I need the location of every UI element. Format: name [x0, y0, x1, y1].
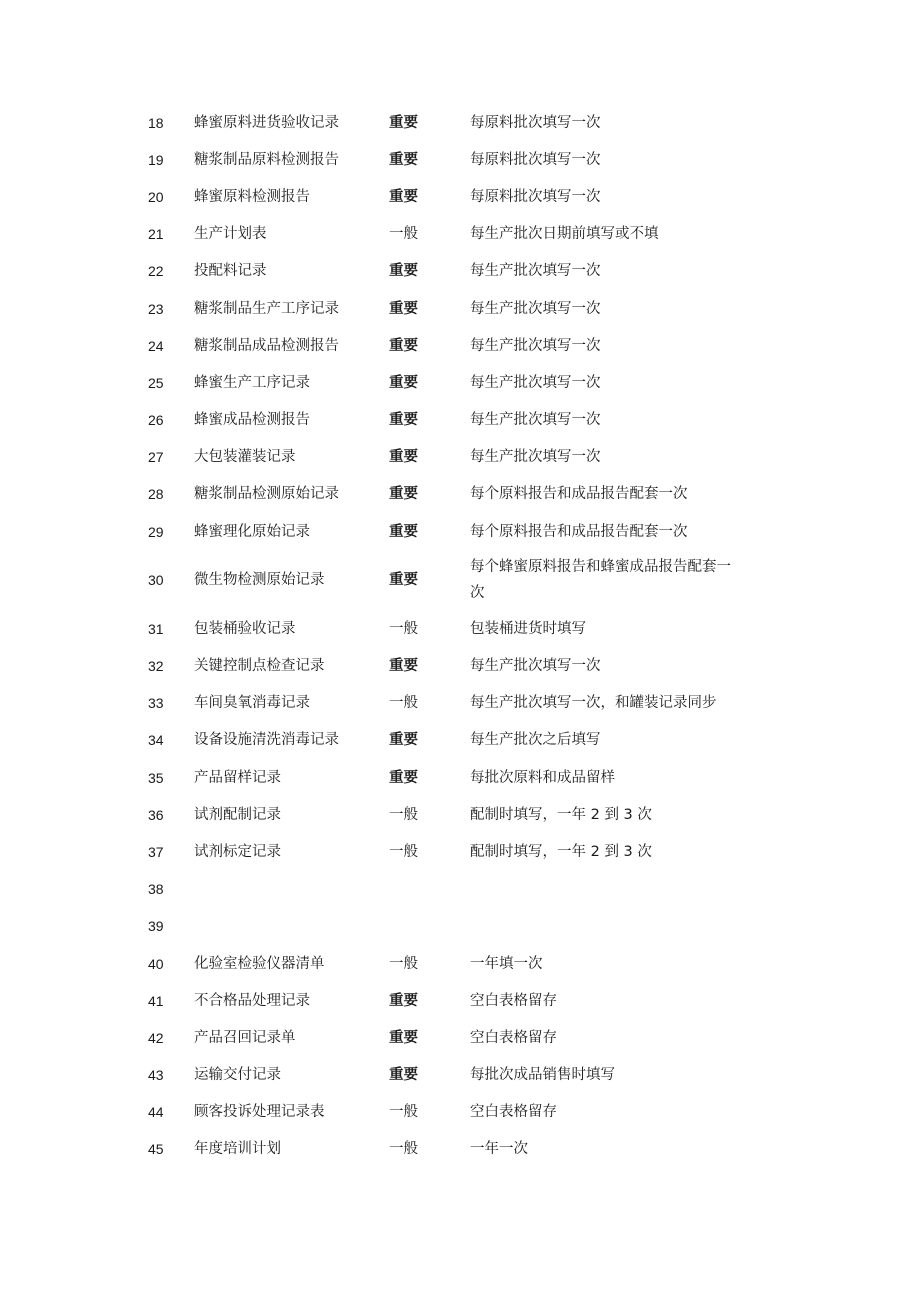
record-name: 大包装灌装记录	[194, 449, 296, 466]
record-name: 糖浆制品检测原始记录	[194, 486, 339, 503]
table-row	[0, 945, 920, 982]
record-name: 产品留样记录	[194, 769, 281, 786]
table-row	[0, 253, 920, 290]
fill-frequency: 每生产批次填写一次	[470, 374, 601, 391]
importance-level	[389, 908, 459, 945]
record-name: 顾客投诉处理记录表	[194, 1104, 325, 1121]
fill-frequency	[470, 908, 738, 945]
importance-level: 一般	[389, 226, 418, 243]
importance-level: 一般	[389, 695, 418, 712]
record-name: 运输交付记录	[194, 1067, 281, 1084]
fill-frequency: 每生产批次填写一次，和罐装记录同步	[470, 695, 717, 712]
importance-level: 一般	[389, 806, 418, 823]
table-row	[0, 402, 920, 439]
fill-frequency: 每批次原料和成品留样	[470, 769, 615, 786]
table-row	[0, 550, 920, 610]
table-row	[0, 685, 920, 722]
importance-level: 一般	[389, 1104, 418, 1121]
fill-frequency: 每个原料报告和成品报告配套一次	[470, 486, 688, 503]
fill-frequency: 每生产批次填写一次	[470, 337, 601, 354]
row-number: 27	[148, 449, 164, 466]
table-row	[0, 327, 920, 364]
importance-level: 一般	[389, 620, 418, 637]
record-name: 糖浆制品成品检测报告	[194, 337, 339, 354]
row-number: 31	[148, 620, 164, 637]
fill-frequency: 每个原料报告和成品报告配套一次	[470, 523, 688, 540]
record-name: 蜂蜜成品检测报告	[194, 412, 310, 429]
record-name: 设备设施清洗消毒记录	[194, 732, 339, 749]
row-number: 44	[148, 1104, 164, 1121]
row-number: 19	[148, 151, 164, 168]
row-number: 20	[148, 188, 164, 205]
fill-frequency: 一年一次	[470, 1141, 528, 1158]
importance-level	[389, 871, 459, 908]
importance-level: 重要	[389, 1067, 418, 1084]
importance-level: 重要	[389, 337, 418, 354]
row-number: 33	[148, 695, 164, 712]
table-row	[0, 439, 920, 476]
fill-frequency: 配制时填写，一年 2 到 3 次	[470, 806, 652, 823]
importance-level: 重要	[389, 374, 418, 391]
table-row	[0, 1094, 920, 1131]
table-row	[0, 1057, 920, 1094]
row-number: 34	[148, 732, 164, 749]
row-number: 21	[148, 226, 164, 243]
record-name: 产品召回记录单	[194, 1029, 296, 1046]
record-name: 蜂蜜原料进货验收记录	[194, 114, 339, 131]
table-row	[0, 104, 920, 141]
row-number: 26	[148, 412, 164, 429]
importance-level: 重要	[389, 151, 418, 168]
record-name: 包装桶验收记录	[194, 620, 296, 637]
table-row	[0, 1131, 920, 1168]
record-name: 糖浆制品生产工序记录	[194, 300, 339, 317]
table-row	[0, 908, 920, 945]
record-name: 化验室检验仪器清单	[194, 955, 325, 972]
row-number: 23	[148, 300, 164, 317]
table-row	[0, 647, 920, 684]
row-number: 40	[148, 955, 164, 972]
importance-level: 重要	[389, 486, 418, 503]
record-name: 蜂蜜生产工序记录	[194, 374, 310, 391]
importance-level: 重要	[389, 188, 418, 205]
record-name: 关键控制点检查记录	[194, 658, 325, 675]
row-number: 22	[148, 263, 164, 280]
table-row	[0, 722, 920, 759]
record-name: 生产计划表	[194, 226, 267, 243]
record-name: 不合格品处理记录	[194, 992, 310, 1009]
fill-frequency: 每个蜂蜜原料报告和蜂蜜成品报告配套一次	[470, 559, 731, 602]
table-row	[0, 610, 920, 647]
fill-frequency: 配制时填写，一年 2 到 3 次	[470, 843, 652, 860]
record-name	[194, 871, 384, 908]
row-number: 37	[148, 843, 164, 860]
importance-level: 重要	[389, 412, 418, 429]
record-name: 蜂蜜理化原始记录	[194, 523, 310, 540]
importance-level: 重要	[389, 300, 418, 317]
row-number: 30	[148, 572, 164, 589]
row-number: 39	[148, 918, 164, 935]
importance-level: 重要	[389, 1029, 418, 1046]
row-number: 29	[148, 523, 164, 540]
importance-level: 重要	[389, 992, 418, 1009]
record-name: 糖浆制品原料检测报告	[194, 151, 339, 168]
importance-level: 一般	[389, 1141, 418, 1158]
row-number: 24	[148, 337, 164, 354]
importance-level: 重要	[389, 732, 418, 749]
row-number: 42	[148, 1029, 164, 1046]
fill-frequency: 每生产批次填写一次	[470, 449, 601, 466]
row-number: 32	[148, 658, 164, 675]
row-number: 43	[148, 1067, 164, 1084]
table-row	[0, 796, 920, 833]
fill-frequency: 一年填一次	[470, 955, 543, 972]
table-row	[0, 364, 920, 401]
fill-frequency: 空白表格留存	[470, 1029, 557, 1046]
fill-frequency: 每批次成品销售时填写	[470, 1067, 615, 1084]
table-row	[0, 216, 920, 253]
row-number: 36	[148, 806, 164, 823]
importance-level: 重要	[389, 658, 418, 675]
record-name: 试剂标定记录	[194, 843, 281, 860]
fill-frequency: 每原料批次填写一次	[470, 114, 601, 131]
fill-frequency: 每原料批次填写一次	[470, 151, 601, 168]
importance-level: 重要	[389, 769, 418, 786]
record-list-table	[0, 104, 920, 1168]
row-number: 35	[148, 769, 164, 786]
row-number: 38	[148, 881, 164, 898]
table-row	[0, 833, 920, 870]
fill-frequency: 空白表格留存	[470, 992, 557, 1009]
fill-frequency: 每生产批次之后填写	[470, 732, 601, 749]
table-row	[0, 759, 920, 796]
row-number: 41	[148, 992, 164, 1009]
row-number: 28	[148, 486, 164, 503]
table-row	[0, 1019, 920, 1056]
record-name: 蜂蜜原料检测报告	[194, 188, 310, 205]
record-name: 试剂配制记录	[194, 806, 281, 823]
record-name: 车间臭氧消毒记录	[194, 695, 310, 712]
fill-frequency: 每生产批次日期前填写或不填	[470, 226, 659, 243]
table-row	[0, 178, 920, 215]
record-name: 微生物检测原始记录	[194, 572, 325, 589]
importance-level: 重要	[389, 114, 418, 131]
table-row	[0, 871, 920, 908]
importance-level: 重要	[389, 449, 418, 466]
table-row	[0, 290, 920, 327]
fill-frequency: 每原料批次填写一次	[470, 188, 601, 205]
fill-frequency: 每生产批次填写一次	[470, 300, 601, 317]
fill-frequency: 每生产批次填写一次	[470, 263, 601, 280]
importance-level: 一般	[389, 843, 418, 860]
record-name: 年度培训计划	[194, 1141, 281, 1158]
table-row	[0, 476, 920, 513]
fill-frequency: 空白表格留存	[470, 1104, 557, 1121]
row-number: 25	[148, 374, 164, 391]
fill-frequency	[470, 871, 738, 908]
fill-frequency: 每生产批次填写一次	[470, 412, 601, 429]
importance-level: 一般	[389, 955, 418, 972]
importance-level: 重要	[389, 523, 418, 540]
record-name	[194, 908, 384, 945]
row-number: 18	[148, 114, 164, 131]
table-row	[0, 141, 920, 178]
importance-level: 重要	[389, 263, 418, 280]
table-row	[0, 513, 920, 550]
record-name: 投配料记录	[194, 263, 267, 280]
fill-frequency: 每生产批次填写一次	[470, 658, 601, 675]
importance-level: 重要	[389, 572, 418, 589]
table-row	[0, 982, 920, 1019]
fill-frequency: 包装桶进货时填写	[470, 620, 586, 637]
row-number: 45	[148, 1141, 164, 1158]
